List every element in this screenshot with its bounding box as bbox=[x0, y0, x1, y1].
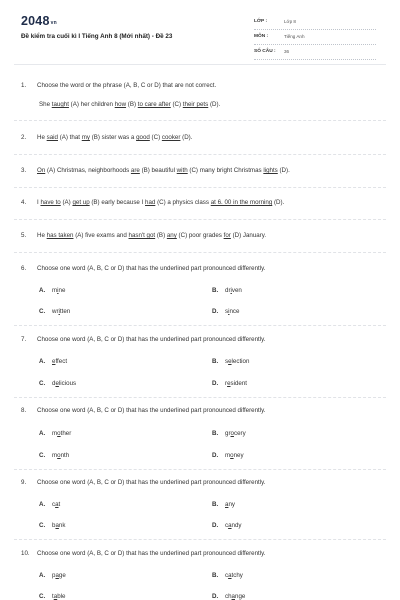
question-1: 1. Choose the word or the phrase (A, B, C or D) that are not correct. bbox=[21, 82, 217, 89]
meta-question-count: SỐ CÂU : 36 bbox=[254, 45, 376, 60]
question-7: 7. Choose one word (A, B, C or D) that has the underlined part pronounced differently. bbox=[21, 336, 266, 343]
divider bbox=[14, 219, 386, 220]
option-10b[interactable]: B. catchy bbox=[212, 572, 243, 579]
option-7a[interactable]: A. effect bbox=[39, 358, 68, 365]
option-8b[interactable]: B. grocery bbox=[212, 430, 246, 437]
question-2: 2. He said (A) that my (B) sister was a good (C) cooker (D). bbox=[21, 134, 193, 141]
meta-class: LỚP : Lớp 8 bbox=[254, 15, 376, 30]
option-7c[interactable]: C. delicious bbox=[39, 380, 77, 387]
option-10c[interactable]: C. table bbox=[39, 593, 66, 600]
question-3: 3. On (A) Christmas, neighborhoods are (B) beautiful with (C) many bright Christmas lights (D). bbox=[21, 167, 290, 174]
divider bbox=[14, 539, 386, 540]
option-10a[interactable]: A. page bbox=[39, 572, 66, 579]
option-9a[interactable]: A. cat bbox=[39, 501, 61, 508]
divider bbox=[14, 120, 386, 121]
question-1-sentence: She taught (A) her children how (B) to care after (C) their pets (D). bbox=[39, 101, 221, 108]
option-9c[interactable]: C. bank bbox=[39, 522, 66, 529]
exam-meta bbox=[254, 15, 376, 60]
option-8d[interactable]: D. money bbox=[212, 452, 244, 459]
divider bbox=[14, 252, 386, 253]
divider bbox=[14, 325, 386, 326]
divider bbox=[14, 187, 386, 188]
option-8a[interactable]: A. mother bbox=[39, 430, 72, 437]
divider bbox=[14, 154, 386, 155]
divider bbox=[14, 397, 386, 398]
site-logo[interactable]: 2048vn bbox=[21, 14, 57, 28]
option-10d[interactable]: D. change bbox=[212, 593, 246, 600]
question-8: 8. Choose one word (A, B, C or D) that has the underlined part pronounced differently. bbox=[21, 407, 266, 414]
question-10: 10. Choose one word (A, B, C or D) that has the underlined part pronounced differently. bbox=[21, 550, 266, 557]
question-9: 9. Choose one word (A, B, C or D) that has the underlined part pronounced differently. bbox=[21, 479, 266, 486]
option-7b[interactable]: B. selection bbox=[212, 358, 250, 365]
option-7d[interactable]: D. resident bbox=[212, 380, 248, 387]
exam-title: Đề kiểm tra cuối kì I Tiếng Anh 8 (Mới nhất) - Đề 23 bbox=[21, 33, 173, 40]
option-9d[interactable]: D. candy bbox=[212, 522, 242, 529]
option-6c[interactable]: C. written bbox=[39, 308, 71, 315]
divider bbox=[14, 469, 386, 470]
option-6a[interactable]: A. mine bbox=[39, 287, 66, 294]
question-5: 5. He has taken (A) five exams and hasn't got (B) any (C) poor grades for (D) January. bbox=[21, 232, 267, 239]
option-6b[interactable]: B. driven bbox=[212, 287, 242, 294]
option-6d[interactable]: D. since bbox=[212, 308, 240, 315]
header-divider bbox=[14, 64, 386, 65]
question-6: 6. Choose one word (A, B, C or D) that has the underlined part pronounced differently. bbox=[21, 265, 266, 272]
page-header bbox=[0, 0, 400, 60]
meta-subject: MÔN : Tiếng Anh bbox=[254, 30, 376, 45]
option-8c[interactable]: C. month bbox=[39, 452, 70, 459]
option-9b[interactable]: B. any bbox=[212, 501, 235, 508]
question-4: 4. I have to (A) get up (B) early because I had (C) a physics class at 6. 00 in the morning (D). bbox=[21, 199, 285, 206]
